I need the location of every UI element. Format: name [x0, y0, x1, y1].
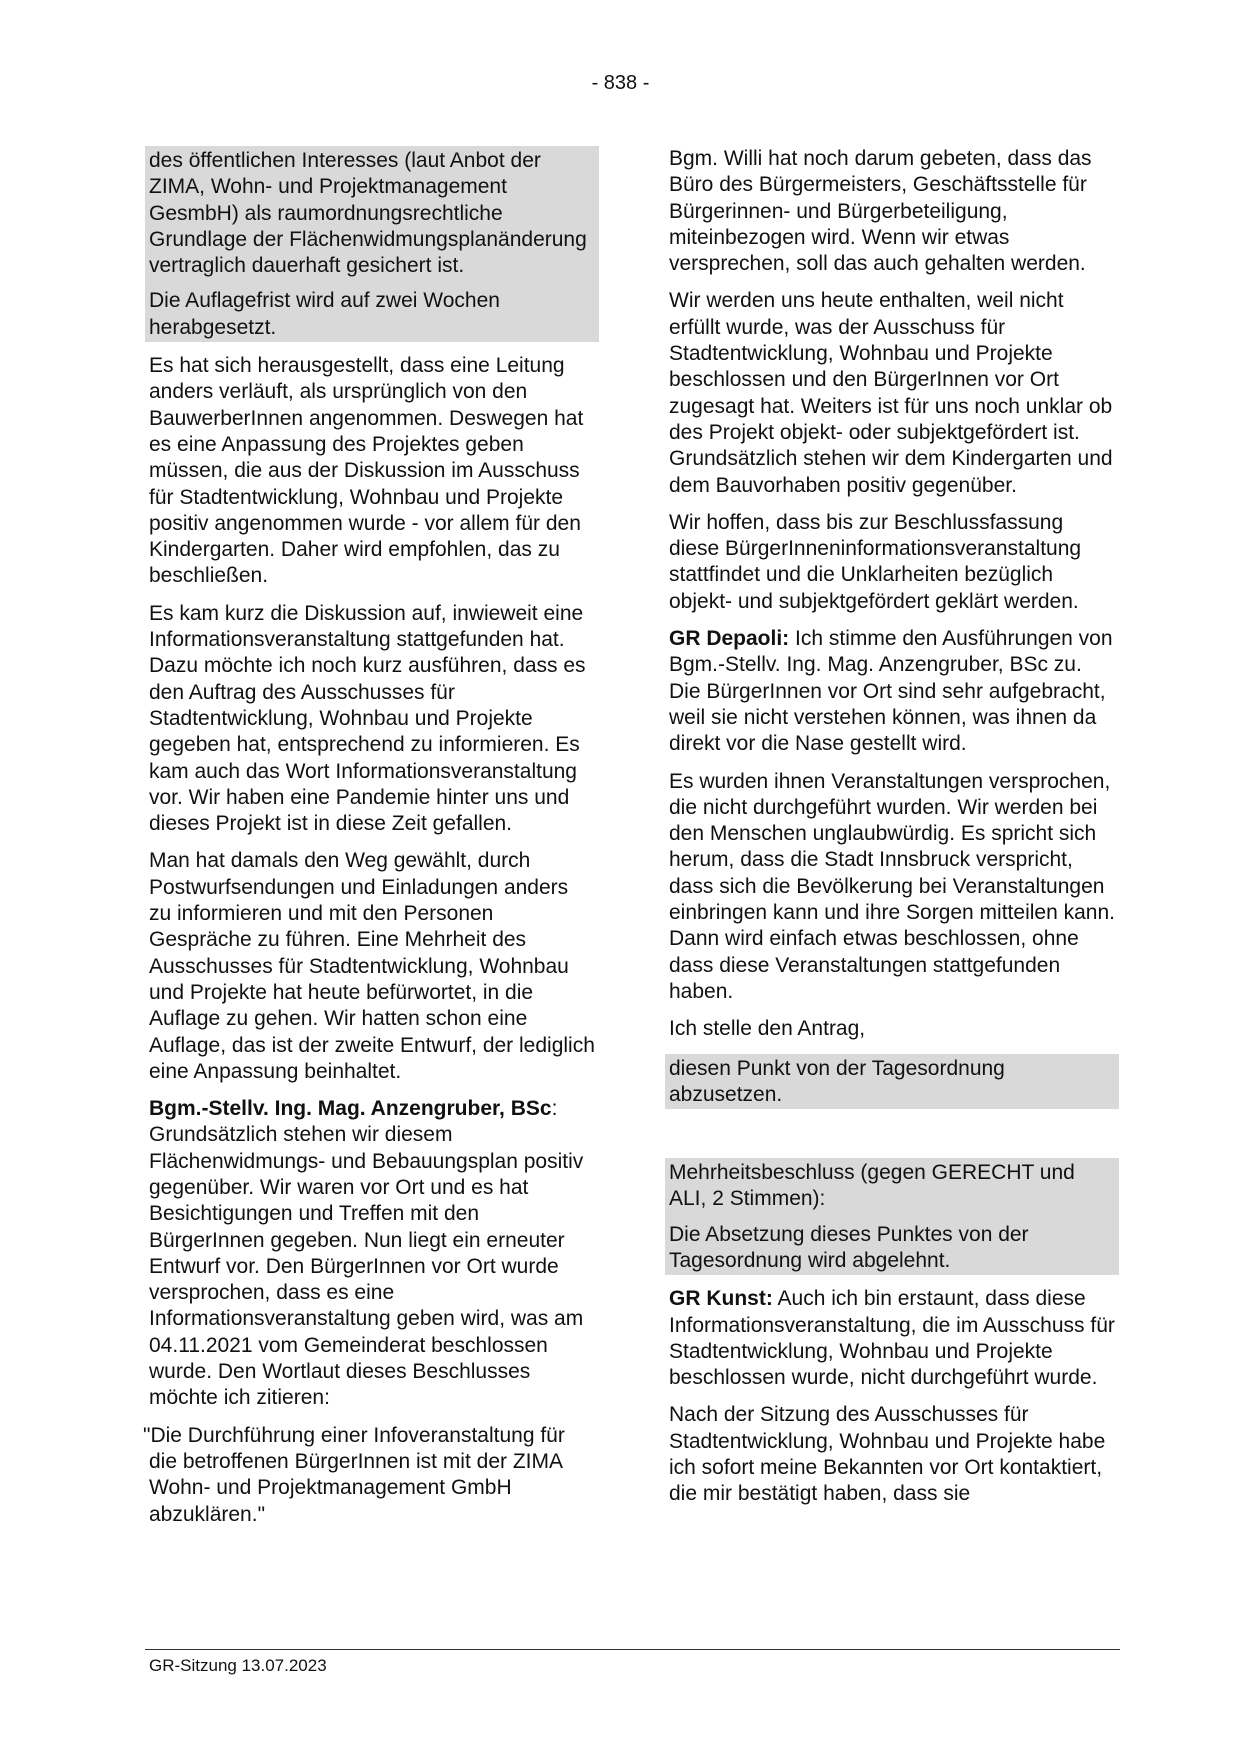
highlight-text-result: Die Absetzung dieses Punktes von der Tagesordnung wird abgelehnt. [669, 1222, 1029, 1272]
highlight-box-resolution [145, 146, 599, 342]
highlight-box-motion [665, 1054, 1119, 1110]
highlight-text-motion: diesen Punkt von der Tagesordnung abzusetzen. [669, 1056, 1005, 1106]
page-number: - 838 - [591, 72, 650, 94]
speaker-text: Ich stimme den Ausführungen von Bgm.-Stellv. Ing. Mag. Anzengruber, BSc zu. Die BürgerInnen vor Ort sind sehr aufgebracht, weil sie nicht verstehen können, was ihnen da direkt vor die Nase gestellt wird. [669, 627, 1113, 756]
paragraph: Es wurden ihnen Veranstaltungen versprochen, die nicht durchgeführt wurden. Wir werden bei den Menschen unglaubwürdig. Es spricht sich herum, dass die Stadt Innsbruck verspricht, dass sich die Bevölkerung bei Veranstaltungen einbringen kann und ihre Sorgen mitteilen kann. Dann wird einfach etwas beschlossen, ohne dass diese Veranstaltungen stattgefunden haben. [669, 769, 1115, 1003]
speaker-name: GR Kunst: [669, 1287, 773, 1311]
speaker-name: GR Depaoli: [669, 627, 790, 651]
highlight-box-vote [665, 1158, 1119, 1275]
speaker-text: Auch ich bin erstaunt, dass diese Informationsveranstaltung, die im Ausschuss für Stadtentwicklung, Wohnbau und Projekte beschlossen wurde, nicht durchgeführt wurde. [669, 1287, 1115, 1390]
speaker-text: : Grundsätzlich stehen wir diesem Flächenwidmungs- und Bebauungsplan positiv gegenüber. Wir waren vor Ort und es hat Besichtigungen und Treffen mit den BürgerInnen gegeben. Nun liegt ein erneuter Entwurf vor. Den BürgerInnen vor Ort wurde versprochen, dass es eine Informationsveranstaltung geben wird, was am 04.11.2021 vom Gemeinderat beschlossen wurde. Den Wortlaut dieses Beschlusses möchte ich zitieren: [149, 1097, 584, 1410]
paragraph: Wir werden uns heute enthalten, weil nicht erfüllt wurde, was der Ausschuss für Stadtentwicklung, Wohnbau und Projekte beschlossen und den BürgerInnen vor Ort zugesagt hat. Weiters ist für uns noch unklar ob des Projekt objekt- oder subjektgefördert ist. Grundsätzlich stehen wir dem Kindergarten und dem Bauvorhaben positiv gegenüber. [669, 289, 1113, 497]
footer-session-date: GR-Sitzung 13.07.2023 [149, 1656, 327, 1675]
right-column [665, 146, 1119, 1519]
paragraph: Es hat sich herausgestellt, dass eine Leitung anders verläuft, als ursprünglich von den BauwerberInnen angenommen. Deswegen hat es eine Anpassung des Projektes geben müssen, die aus der Diskussion im Ausschuss für Stadtentwicklung, Wohnbau und Projekte positiv angenommen wurde - vor allem für den Kindergarten. Daher wird empfohlen, das zu beschließen. [149, 354, 584, 588]
quote: "Die Durchführung einer Infoveranstaltung für die betroffenen BürgerInnen ist mit der ZIMA Wohn- und Projektmanagement GmbH abzuklären." [143, 1423, 565, 1526]
highlight-text-resolution: des öffentlichen Interesses (laut Anbot der ZIMA, Wohn- und Projektmanagement GesmbH) als raumordnungsrechtliche Grundlage der Flächenwidmungsplanänderung vertraglich dauerhaft gesichert ist. [149, 149, 587, 278]
speaker-name: Bgm.-Stellv. Ing. Mag. Anzengruber, BSc [149, 1097, 552, 1121]
paragraph: Ich stelle den Antrag, [669, 1017, 866, 1041]
left-column [145, 146, 599, 1539]
speaker-paragraph [665, 1286, 1119, 1391]
spacer [665, 1120, 1119, 1158]
speaker-paragraph [665, 626, 1119, 757]
paragraph: Bgm. Willi hat noch darum gebeten, dass das Büro des Bürgermeisters, Geschäftsstelle für Bürgerinnen- und Bürgerbeteiligung, miteinbezogen wird. Wenn wir etwas versprechen, soll das auch gehalten werden. [669, 147, 1092, 276]
footer-divider [145, 1649, 1120, 1650]
paragraph: Man hat damals den Weg gewählt, durch Postwurfsendungen und Einladungen anders zu informieren und mit den Personen Gespräche zu führen. Eine Mehrheit des Ausschusses für Stadtentwicklung, Wohnbau und Projekte hat heute befürwortet, in die Auflage zu gehen. Wir hatten schon eine Auflage, das ist der zweite Entwurf, der lediglich eine Anpassung beinhaltet. [149, 849, 595, 1083]
highlight-text-deadline: Die Auflagefrist wird auf zwei Wochen herabgesetzt. [149, 289, 500, 339]
highlight-text-vote: Mehrheitsbeschluss (gegen GERECHT und ALI, 2 Stimmen): [669, 1161, 1075, 1211]
paragraph: Es kam kurz die Diskussion auf, inwieweit eine Informationsveranstaltung stattgefunden hat. Dazu möchte ich noch kurz ausführen, dass es den Auftrag des Ausschusses für Stadtentwicklung, Wohnbau und Projekte gegeben hat, entsprechend zu informieren. Es kam auch das Wort Informationsveranstaltung vor. Wir haben eine Pandemie hinter uns und dieses Projekt ist in diese Zeit gefallen. [149, 601, 586, 836]
speaker-paragraph [145, 1096, 599, 1412]
paragraph: Nach der Sitzung des Ausschusses für Stadtentwicklung, Wohnbau und Projekte habe ich sofort meine Bekannten vor Ort kontaktiert, die mir bestätigt haben, dass sie [669, 1403, 1106, 1506]
paragraph: Wir hoffen, dass bis zur Beschlussfassung diese BürgerInneninformationsveranstaltung stattfindet und die Unklarheiten bezüglich objekt- und subjektgefördert geklärt werden. [669, 510, 1082, 613]
